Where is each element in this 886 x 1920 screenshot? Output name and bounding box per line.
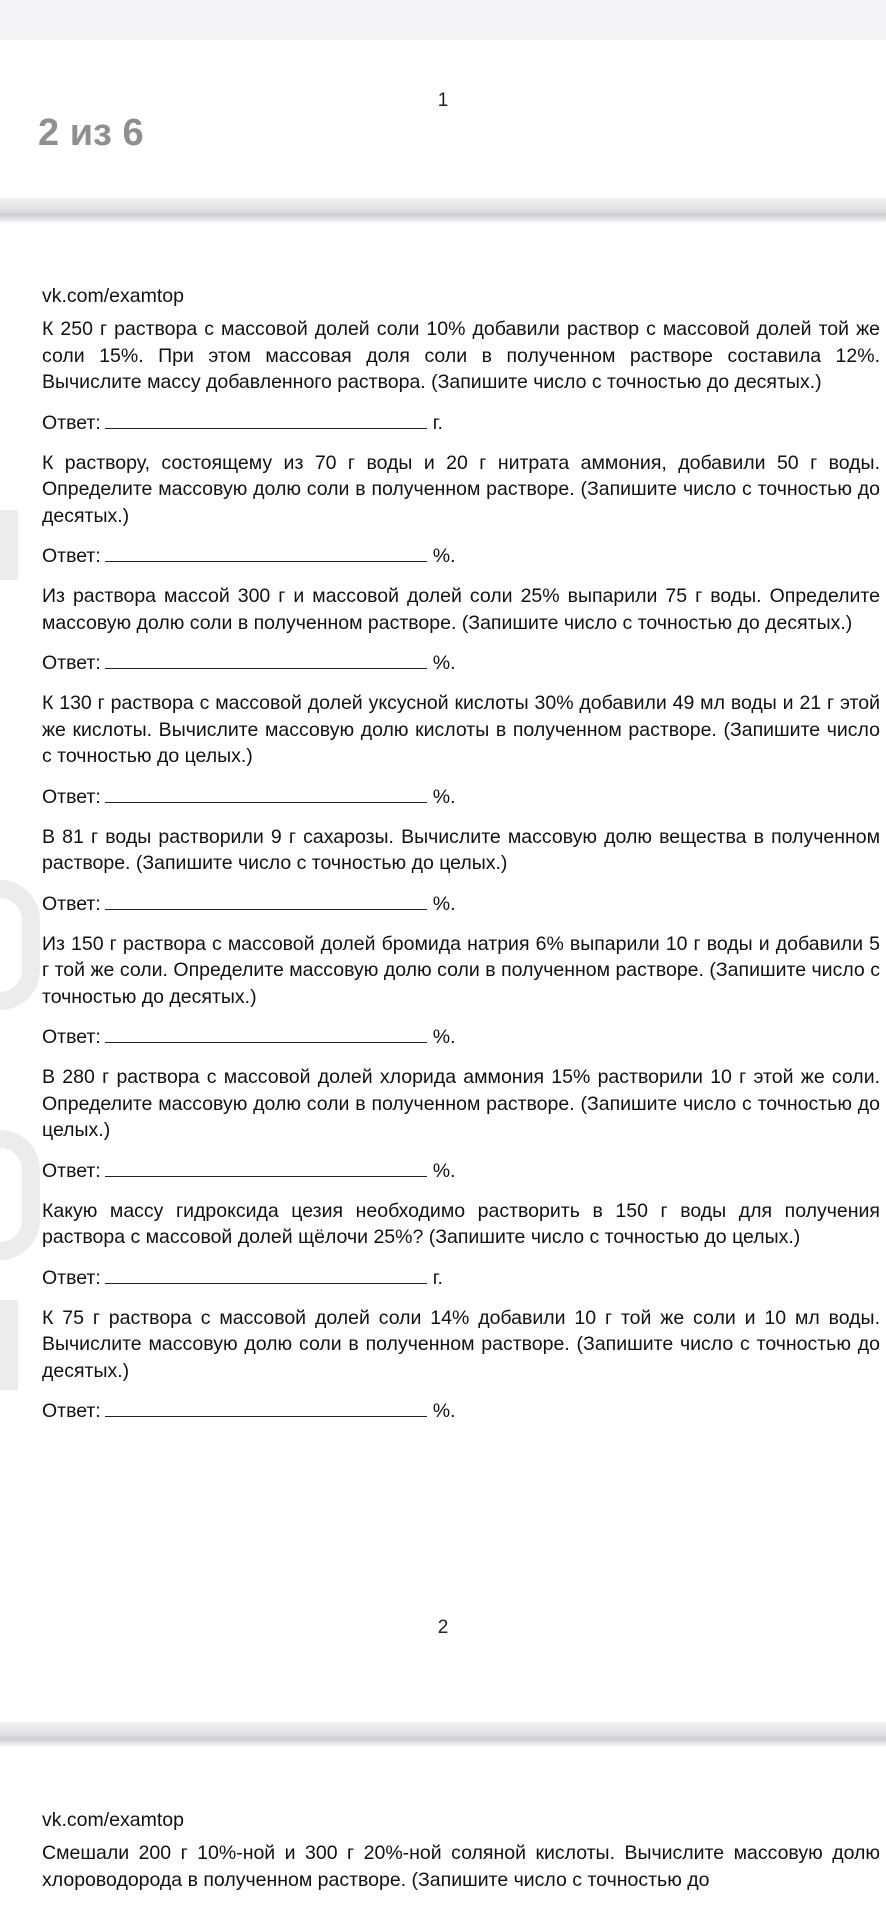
answer-label: Ответ: [42,892,101,915]
answer-blank[interactable] [105,784,427,803]
answer-label: Ответ: [42,545,101,567]
answer-label: Ответ: [42,785,101,808]
page-2-content [42,283,880,1438]
answer-row [42,543,880,569]
answer-row [42,1265,880,1291]
answer-row [42,784,880,810]
answer-blank[interactable] [105,891,427,910]
task-text: Из 150 г раствора с массовой долей бромида натрия 6% выпарили 10 г воды и добавили 5 г той же соли. Определите массовую долю соли в полученном растворе. (Запишите число с точностью до десятых.) [42,932,880,1008]
source-link[interactable]: vk.com/examtop [42,1809,184,1831]
task-text: Из раствора массой 300 г и массовой долей соли 25% выпарили 75 г воды. Определите массовую долю соли в полученном растворе. (Запишите число с точностью до десятых.) [42,585,880,634]
answer-unit: %. [432,1400,456,1422]
answer-blank[interactable] [105,650,427,669]
answer-unit: г. [432,411,443,434]
answer-unit: %. [432,892,456,915]
answer-unit: %. [432,785,456,808]
source-link[interactable]: vk.com/examtop [42,285,184,307]
task-6 [42,931,880,1051]
task-8 [42,1198,880,1291]
answer-row [42,891,880,917]
page-separator [0,1722,886,1746]
task-4 [42,690,880,810]
page-counter: 2 из 6 [38,112,144,154]
answer-unit: %. [432,1159,456,1182]
task-text: В 280 г раствора с массовой долей хлорида аммония 15% растворили 10 г этой же соли. Определите массовую долю соли в полученном растворе. (Запишите число с точностью до целых.) [42,1066,880,1141]
task-2 [42,450,880,570]
task-5 [42,824,880,917]
answer-row [42,1398,880,1424]
answer-blank[interactable] [105,543,427,562]
answer-unit: %. [432,545,456,567]
viewer-top-bar [0,0,886,40]
answer-blank[interactable] [105,1158,427,1177]
task-text: Какую массу гидроксида цезия необходимо растворить в 150 г воды для получения раствора с массовой долей щёлочи 25%? (Запишите число с точностью до целых.) [42,1199,880,1248]
task-text: Смешали 200 г 10%-ной и 300 г 20%-ной соляной кислоты. Вычислите массовую долю хлороводорода в полученном растворе. (Запишите число с точностью до [42,1842,880,1891]
task-1 [42,316,880,436]
answer-row [42,1024,880,1050]
answer-label: Ответ: [42,1026,101,1048]
watermark-fragment [0,1300,18,1390]
task-7 [42,1064,880,1184]
answer-blank[interactable] [105,1024,427,1043]
answer-label: Ответ: [42,652,101,674]
task-text: К 75 г раствора с массовой долей соли 14% добавили 10 г той же соли и 10 мл воды. Вычислите массовую долю соли в полученном растворе. (Запишите число с точностью до десятых.) [42,1306,880,1382]
page-3-content [42,1807,880,1893]
answer-label: Ответ: [42,411,101,434]
page-separator [0,198,886,222]
answer-blank[interactable] [105,1265,427,1284]
answer-label: Ответ: [42,1400,101,1422]
answer-unit: г. [432,1266,443,1289]
task-text: В 81 г воды растворили 9 г сахарозы. Вычислите массовую долю вещества в полученном растворе. (Запишите число с точностью до целых.) [42,825,880,874]
watermark-fragment [0,510,18,580]
task-text: К раствору, состоящему из 70 г воды и 20 г нитрата аммония, добавили 50 г воды. Определите массовую долю соли в полученном растворе. (Запишите число с точностью до десятых.) [42,451,880,527]
answer-blank[interactable] [105,1398,427,1417]
task-9 [42,1305,880,1425]
watermark-fragment [0,880,40,1010]
answer-row [42,1158,880,1184]
answer-label: Ответ: [42,1159,101,1182]
answer-label: Ответ: [42,1266,101,1289]
page-number-1: 1 [437,90,449,111]
watermark-fragment [0,1130,40,1260]
answer-row [42,410,880,436]
page-number-2: 2 [437,1617,449,1638]
task-text: К 130 г раствора с массовой долей уксусной кислоты 30% добавили 49 мл воды и 21 г этой же кислоты. Вычислите массовую долю кислоты в полученном растворе. (Запишите число с точностью до целых.) [42,692,880,767]
answer-unit: %. [432,1026,456,1048]
answer-blank[interactable] [105,410,427,429]
task-3 [42,583,880,676]
answer-unit: %. [432,652,456,674]
task-text: К 250 г раствора с массовой долей соли 10% добавили раствор с массовой долей той же соли 15%. При этом массовая доля соли в полученном растворе составила 12%. Вычислите массу добавленного раствора. (Запишите число с точностью до десятых.) [42,318,880,393]
answer-row [42,650,880,676]
